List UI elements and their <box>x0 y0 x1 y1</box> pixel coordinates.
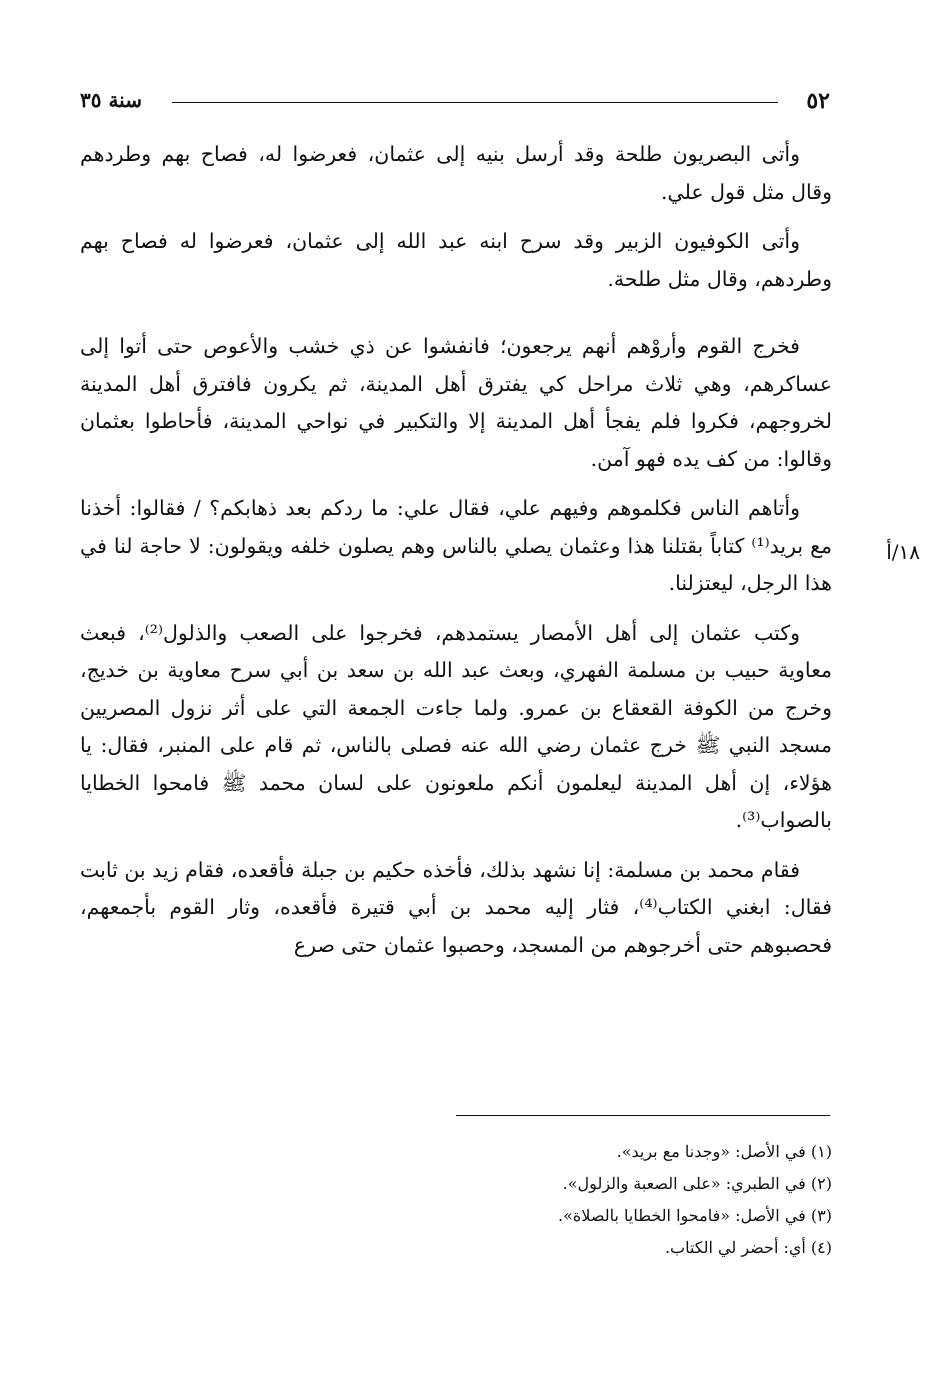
footnote: (٣) في الأصل: «فامحوا الخطايا بالصلاة». <box>558 1206 832 1225</box>
footnote: (١) في الأصل: «وجدنا مع بريد». <box>616 1142 832 1161</box>
page-number: ٥٢ <box>806 88 830 114</box>
footnote: (٢) في الطبري: «على الصعبة والزلول». <box>562 1174 832 1193</box>
paragraph: وكتب عثمان إلى أهل الأمصار يستمدهم، فخرجوا على الصعب والذلول⁽²⁾، فبعث معاوية حبيب بن مسلمة الفهري، وبعث عبد الله بن سعد بن أبي سرح معاوية بن خديج، وخرج من الكوفة القعقاع بن عمرو. ولما جاءت الجمعة التي على أثر نزول المصريين مسجد النبي ﷺ خرج عثمان رضي الله عنه فصلى بالناس، ثم قام على المنبر، فقال: يا هؤلاء، إن أهل المدينة ليعلمون أنكم ملعونون على لسان محمد ﷺ فامحوا الخطايا بالصواب⁽³⁾. <box>80 620 832 832</box>
main-text <box>80 136 832 976</box>
footnote: (٤) أي: أحضر لي الكتاب. <box>664 1238 832 1257</box>
footnotes <box>300 1136 832 1264</box>
header-rule <box>172 102 778 103</box>
running-head <box>80 86 830 120</box>
paragraph: وأتى الكوفيون الزبير وقد سرح ابنه عبد الله إلى عثمان، فعرضوا له فصاح بهم وطردهم، وقال مثل طلحة. <box>80 229 832 291</box>
folio-marginal-note: ١٨/أ <box>886 540 920 564</box>
paragraph: وأتاهم الناس فكلموهم وفيهم علي، فقال علي: ما ردكم بعد ذهابكم؟ / فقالوا: أخذنا مع بريد⁽¹⁾ كتاباً بقتلنا هذا وعثمان يصلي بالناس وهم يصلون خلفه ويقولون: لا حاجة لنا في هذا الرجل، ليعتزلنا. <box>80 496 832 595</box>
paragraph: فخرج القوم وأروْهم أنهم يرجعون؛ فانفشوا عن ذي خشب والأعوص حتى أتوا إلى عساكرهم، وهي ثلاث مراحل كي يفترق أهل المدينة، ثم يكرون فافترق أهل المدينة لخروجهم، فكروا فلم يفجأ أهل المدينة إلا والتكبير في نواحي المدينة، فأحاطوا بعثمان وقالوا: من كف يده فهو آمن. <box>80 334 832 471</box>
paragraph: وأتى البصريون طلحة وقد أرسل بنيه إلى عثمان، فعرضوا له، فصاح بهم وطردهم وقال مثل قول علي. <box>80 142 832 204</box>
paragraph: فقام محمد بن مسلمة: إنا نشهد بذلك، فأخذه حكيم بن جبلة فأقعده، فقام زيد بن ثابت فقال: ابغني الكتاب⁽⁴⁾، فثار إليه محمد بن أبي قتيرة فأقعده، وثار القوم بأجمعهم، فحصبوهم حتى أخرجوهم من المسجد، وحصبوا عثمان حتى صرع <box>80 857 832 957</box>
running-title: سنة ٣٥ <box>80 88 142 112</box>
footnote-separator <box>456 1115 830 1116</box>
